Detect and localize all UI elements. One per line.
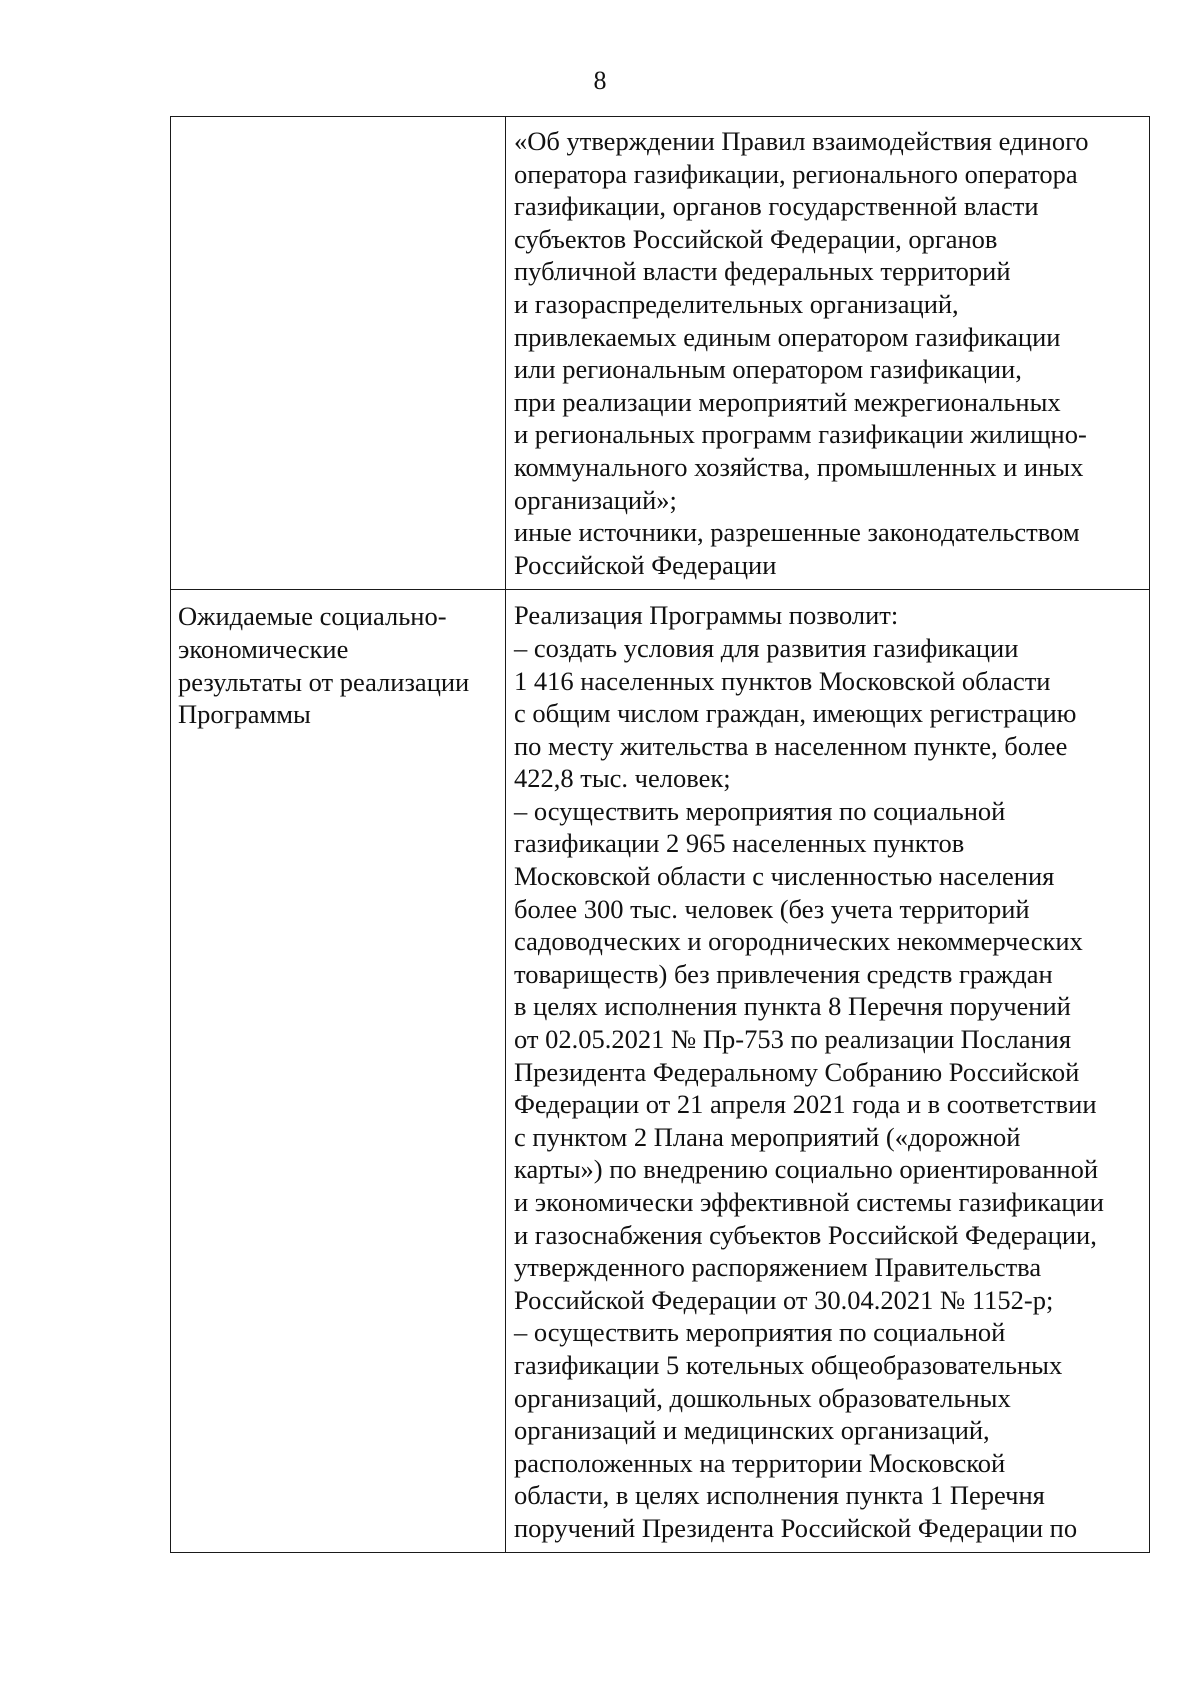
text-line: субъектов Российской Федерации, органов: [514, 223, 998, 254]
row-content: [506, 590, 1149, 1544]
row-content-cell: [506, 117, 1150, 590]
text-line: в целях исполнения пункта 8 Перечня поручений: [514, 991, 1071, 1022]
passport-table: [170, 116, 1150, 1553]
text-line: организаций»;: [514, 484, 677, 515]
text-line: по месту жительства в населенном пункте, более: [514, 730, 1068, 761]
text-line: или региональным оператором газификации,: [514, 354, 1022, 385]
table-row-funding-sources: [171, 117, 1150, 590]
text-line: экономические: [178, 633, 349, 664]
text-line: при реализации мероприятий межрегиональных: [514, 386, 1061, 417]
text-line: и региональных программ газификации жилищно-: [514, 419, 1087, 450]
text-line: оператора газификации, регионального оператора: [514, 158, 1078, 189]
text-line: организаций, дошкольных образовательных: [514, 1382, 1011, 1413]
text-line: поручений Президента Российской Федерации по: [514, 1512, 1078, 1543]
text-line: иные источники, разрешенные законодательством: [514, 517, 1080, 548]
text-line: «Об утверждении Правил взаимодействия единого: [514, 126, 1089, 156]
text-line: – осуществить мероприятия по социальной: [514, 1317, 1006, 1348]
text-line: газификации 5 котельных общеобразовательных: [514, 1349, 1063, 1380]
text-line: газификации 2 965 населенных пунктов: [514, 828, 965, 859]
text-line: газификации, органов государственной власти: [514, 191, 1039, 222]
text-line: привлекаемых единым оператором газификации: [514, 321, 1061, 352]
text-line: товариществ) без привлечения средств граждан: [514, 958, 1053, 989]
text-line: публичной власти федеральных территорий: [514, 256, 1011, 287]
row-content-cell: [506, 590, 1150, 1553]
text-line: области, в целях исполнения пункта 1 Перечня: [514, 1480, 1045, 1511]
page-number: 8: [593, 66, 607, 95]
text-line: Российской Федерации от 30.04.2021 № 1152-р;: [514, 1284, 1054, 1315]
text-line: и газораспределительных организаций,: [514, 288, 959, 319]
table-row-expected-results: [171, 590, 1150, 1553]
text-line: 1 416 населенных пунктов Московской области: [514, 665, 1051, 696]
text-line: с пунктом 2 Плана мероприятий («дорожной: [514, 1121, 1021, 1152]
text-line: садоводческих и огороднических некоммерческих: [514, 926, 1083, 957]
text-line: Реализация Программы позволит:: [514, 600, 899, 631]
text-line: коммунального хозяйства, промышленных и иных: [514, 451, 1084, 482]
row-label: [171, 590, 505, 738]
text-line: Президента Федеральному Собранию Российской: [514, 1056, 1080, 1087]
text-line: – создать условия для развития газификации: [514, 632, 1019, 663]
text-line: организаций и медицинских организаций,: [514, 1415, 990, 1446]
text-line: Программы: [178, 699, 311, 730]
text-line: утвержденного распоряжением Правительства: [514, 1252, 1042, 1283]
text-line: с общим числом граждан, имеющих регистрацию: [514, 698, 1077, 729]
text-line: расположенных на территории Московской: [514, 1447, 1006, 1478]
text-line: Российской Федерации: [514, 549, 777, 580]
text-line: – осуществить мероприятия по социальной: [514, 795, 1006, 826]
text-line: от 02.05.2021 № Пр-753 по реализации Послания: [514, 1024, 1072, 1055]
row-label-cell: [171, 590, 506, 1553]
text-line: Московской области с численностью населения: [514, 861, 1055, 892]
row-label-cell: [171, 117, 506, 590]
text-line: Федерации от 21 апреля 2021 года и в соответствии: [514, 1089, 1097, 1120]
text-line: более 300 тыс. человек (без учета территорий: [514, 893, 1030, 924]
text-line: и газоснабжения субъектов Российской Федерации,: [514, 1219, 1097, 1250]
row-content: [506, 117, 1149, 589]
text-line: результаты от реализации: [178, 666, 470, 697]
text-line: карты») по внедрению социально ориентированной: [514, 1154, 1099, 1185]
text-line: 422,8 тыс. человек;: [514, 763, 731, 794]
row-label: [171, 117, 505, 135]
text-line: Ожидаемые социально-: [178, 601, 447, 632]
text-line: и экономически эффективной системы газификации: [514, 1187, 1104, 1217]
